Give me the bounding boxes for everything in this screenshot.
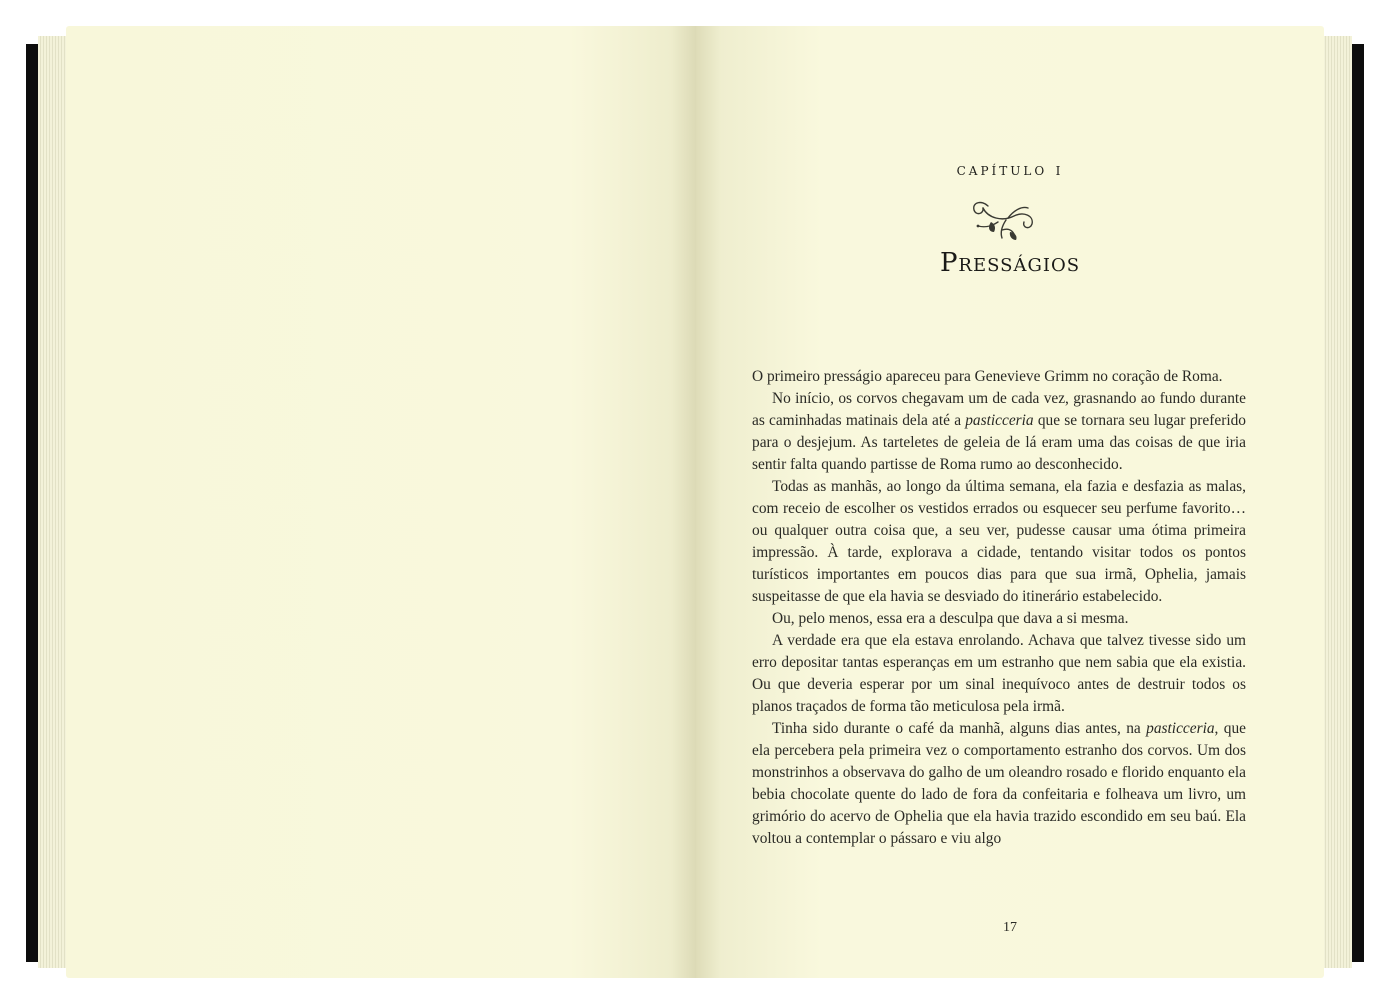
left-page-blank <box>66 26 696 978</box>
book-cover-right-edge <box>1352 44 1364 962</box>
paragraph <box>752 608 1246 630</box>
italic-term: pasticceria <box>965 412 1034 429</box>
text-run: A verdade era que ela estava enrolando. Achava que talvez tivesse sido um erro depositar tantas esperanças em um estranho que nem sabia que ela existia. Ou que deveria esperar por um sinal inequívoco antes de destruir todos os planos traçados de forma tão meticulosa pela irmã. <box>752 632 1246 715</box>
italic-term: pasticceria <box>1146 720 1215 737</box>
paragraph <box>752 718 1246 850</box>
flourish-ornament-icon <box>958 192 1044 244</box>
chapter-title: Presságios <box>939 248 1081 278</box>
text-run: que se tornara seu lugar preferido para o desjejum. As tarteletes de geleia de lá eram uma das coisas de que iria sentir falta quando partisse de Roma rumo ao desconhecido. <box>752 412 1246 473</box>
text-run: Tinha sido durante o café da manhã, alguns dias antes, na <box>772 720 1147 737</box>
book-cover-left-edge <box>26 44 38 962</box>
page-stack-right <box>1320 36 1352 968</box>
chapter-body-text <box>752 366 1246 850</box>
page-number: 17 <box>1003 920 1017 935</box>
paragraph <box>752 388 1246 476</box>
paragraph <box>752 366 1246 388</box>
text-run: , que ela percebera pela primeira vez o comportamento estranho dos corvos. Um dos monstrinhos a observava do galho de um oleandro rosado e florido enquanto ela bebia chocolate quente do lado de fora da confeitaria e folheava um livro, um grimório do acervo de Ophelia que ela havia trazido escondido em seu baú. Ela voltou a contemplar o pássaro e viu algo <box>752 720 1247 847</box>
text-run: Todas as manhãs, ao longo da última semana, ela fazia e desfazia as malas, com receio de escolher os vestidos errados ou esquecer seu perfume favorito… ou qualquer outra coisa que, a seu ver, pudesse causar uma ótima primeira impressão. À tarde, explorava a cidade, tentando visitar todos os pontos turísticos importantes em poucos dias para que sua irmã, Ophelia, jamais suspeitasse de que ela havia se desviado do itinerário estabelecido. <box>752 478 1246 605</box>
paragraph <box>752 476 1246 608</box>
text-run: Ou, pelo menos, essa era a desculpa que dava a si mesma. <box>772 610 1129 627</box>
paragraph <box>752 630 1246 718</box>
text-run: No início, os corvos chegavam um de cada vez, grasnando ao fundo durante as caminhadas matinais dela até a <box>752 390 1246 429</box>
text-run: O primeiro presságio apareceu para Genevieve Grimm no coração de Roma. <box>752 368 1223 385</box>
chapter-label: capítulo i <box>956 160 1064 180</box>
